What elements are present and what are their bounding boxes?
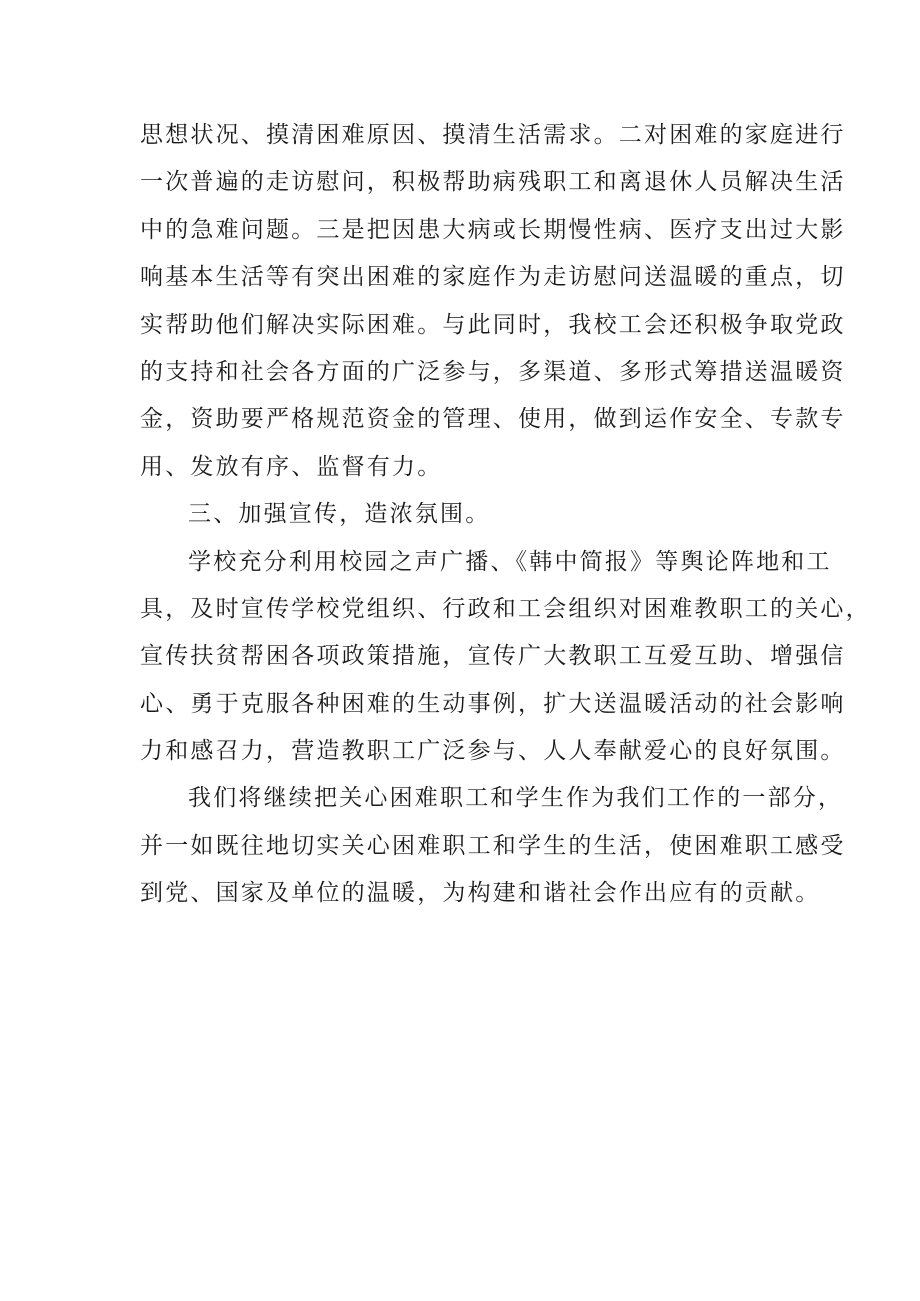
text-line: 的支持和社会各方面的广泛参与，多渠道、多形式筹措送温暖资 — [140, 358, 846, 385]
text-line: 到党、国家及单位的温暖，为构建和谐社会作出应有的贡献。 — [140, 880, 821, 907]
text-line: 具，及时宣传学校党组织、行政和工会组织对困难教职工的关心， — [140, 595, 871, 622]
text-line: 用、发放有序、监督有力。 — [140, 453, 443, 480]
text-line: 心、勇于克服各种困难的生动事例，扩大送温暖活动的社会影响 — [140, 690, 846, 717]
paragraph-publicity — [140, 539, 871, 776]
paragraph-closing — [140, 775, 846, 917]
document-body — [140, 112, 871, 918]
section-heading: 三、加强宣传，造浓氛围。 — [188, 501, 491, 528]
text-line: 响基本生活等有突出困难的家庭作为走访慰问送温暖的重点，切 — [140, 264, 846, 291]
text-line: 力和感召力，营造教职工广泛参与、人人奉献爱心的良好氛围。 — [140, 738, 846, 765]
text-line: 实帮助他们解决实际困难。与此同时，我校工会还积极争取党政 — [140, 311, 846, 338]
text-line: 思想状况、摸清困难原因、摸清生活需求。二对困难的家庭进行 — [140, 122, 846, 148]
text-line: 学校充分利用校园之声广播、《韩中简报》等舆论阵地和工 — [188, 548, 832, 575]
text-line: 宣传扶贫帮困各项政策措施，宣传广大教职工互爱互助、增强信 — [140, 643, 846, 670]
text-line: 金，资助要严格规范资金的管理、使用，做到运作安全、专款专 — [140, 406, 846, 433]
text-line: 我们将继续把关心困难职工和学生作为我们工作的一部分， — [188, 785, 844, 812]
text-line: 中的急难问题。三是把因患大病或长期慢性病、医疗支出过大影 — [140, 216, 846, 243]
text-line: 一次普遍的走访慰问，积极帮助病残职工和离退休人员解决生活 — [140, 169, 846, 196]
text-line: 并一如既往地切实关心困难职工和学生的生活，使困难职工感受 — [140, 832, 846, 859]
paragraph-continued — [140, 112, 846, 491]
